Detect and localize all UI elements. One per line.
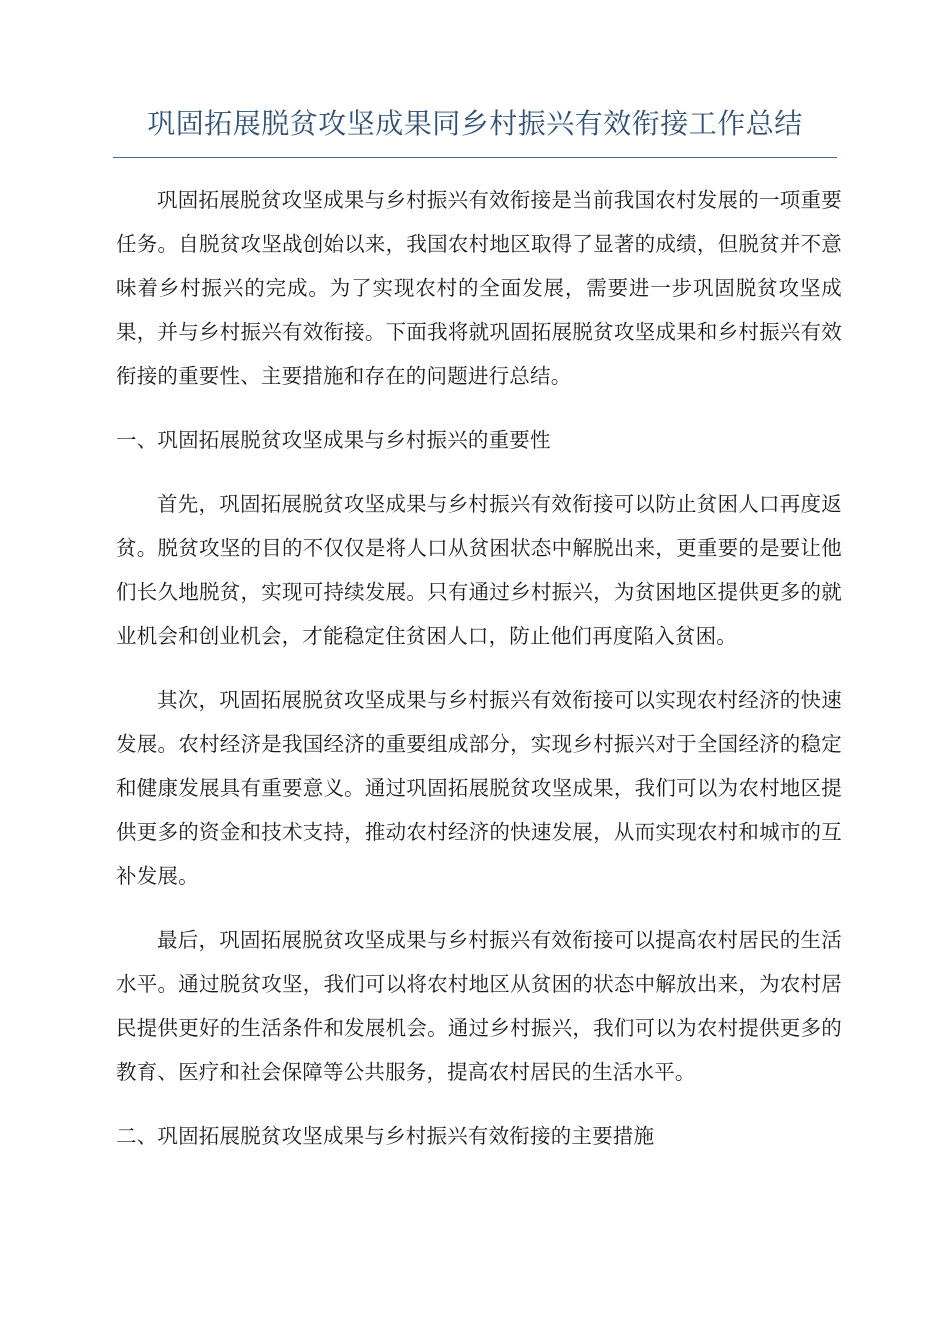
document-body (116, 178, 842, 1178)
paragraph-first: 首先，巩固拓展脱贫攻坚成果与乡村振兴有效衔接可以防止贫困人口再度返贫。脱贫攻坚的目的不仅仅是将人口从贫困状态中解脱出来，更重要的是要让他们长久地脱贫，实现可持续发展。只有通过乡村振兴，为贫困地区提供更多的就业机会和创业机会，才能稳定住贫困人口，防止他们再度陷入贫困。 (116, 492, 842, 648)
section-heading-1: 一、巩固拓展脱贫攻坚成果与乡村振兴的重要性 (116, 428, 551, 452)
paragraph-second: 其次，巩固拓展脱贫攻坚成果与乡村振兴有效衔接可以实现农村经济的快速发展。农村经济是我国经济的重要组成部分，实现乡村振兴对于全国经济的稳定和健康发展具有重要意义。通过巩固拓展脱贫攻坚成果，我们可以为农村地区提供更多的资金和技术支持，推动农村经济的快速发展，从而实现农村和城市的互补发展。 (116, 688, 842, 888)
document-title: 巩固拓展脱贫攻坚成果同乡村振兴有效衔接工作总结 (147, 107, 803, 140)
section-heading-2: 二、巩固拓展脱贫攻坚成果与乡村振兴有效衔接的主要措施 (116, 1124, 655, 1148)
title-divider (113, 157, 837, 158)
paragraph-last: 最后，巩固拓展脱贫攻坚成果与乡村振兴有效衔接可以提高农村居民的生活水平。通过脱贫攻坚，我们可以将农村地区从贫困的状态中解放出来，为农村居民提供更好的生活条件和发展机会。通过乡村振兴，我们可以为农村提供更多的教育、医疗和社会保障等公共服务，提高农村居民的生活水平。 (116, 928, 842, 1084)
paragraph-intro: 巩固拓展脱贫攻坚成果与乡村振兴有效衔接是当前我国农村发展的一项重要任务。自脱贫攻坚战创始以来，我国农村地区取得了显著的成绩，但脱贫并不意味着乡村振兴的完成。为了实现农村的全面发展，需要进一步巩固脱贫攻坚成果，并与乡村振兴有效衔接。下面我将就巩固拓展脱贫攻坚成果和乡村振兴有效衔接的重要性、主要措施和存在的问题进行总结。 (116, 188, 842, 388)
